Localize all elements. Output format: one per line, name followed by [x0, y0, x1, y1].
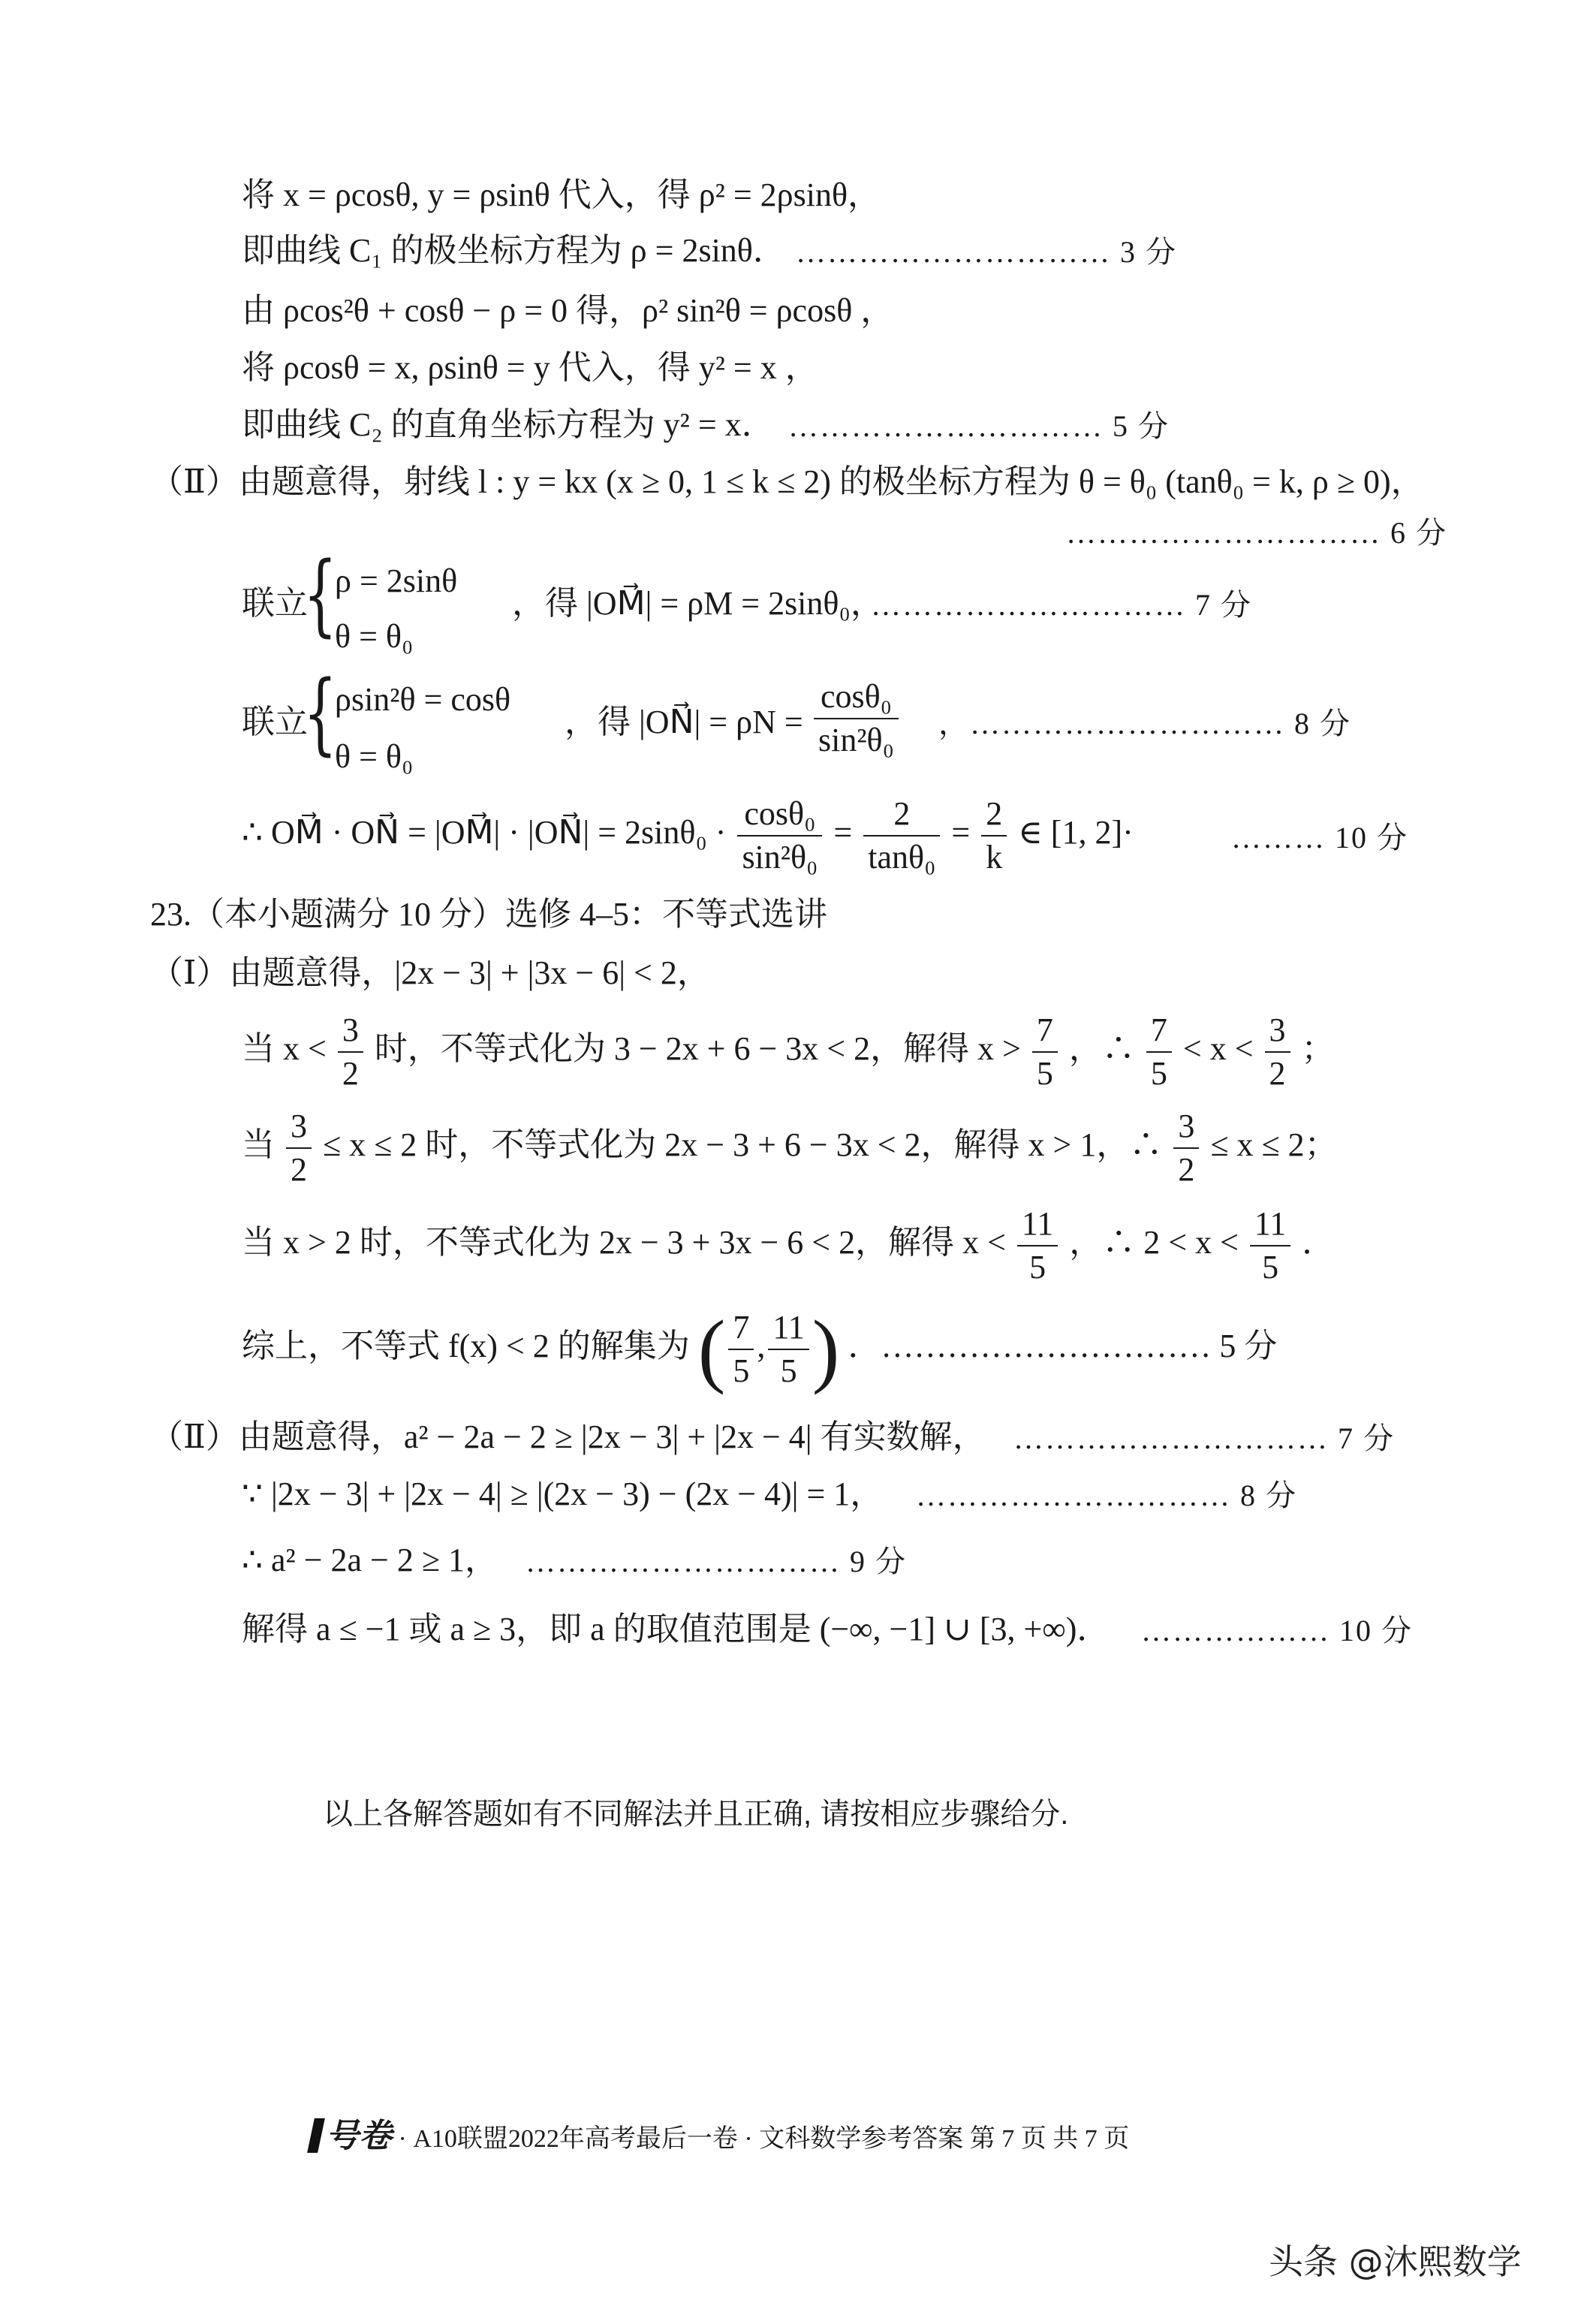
line-c2-cartesian: 即曲线 C₂ 的直角坐标方程为 y² = x．: [242, 406, 775, 443]
case-2-text-a: 当: [242, 1126, 275, 1164]
paren-right: ): [812, 1304, 840, 1395]
case-2-line: [242, 1110, 1338, 1186]
score-5: ………………………… 5 分: [788, 409, 1170, 443]
summary-line: 综上，不等式 f(x) < 2 的解集为 ( $\frac{7}{5}$ , $\frac{11}{5}$ ) ．………………………… 5 分: [242, 1304, 1278, 1395]
paren-left: (: [697, 1304, 726, 1395]
frac-denominator: 5: [1029, 1249, 1046, 1286]
line-substitute-polar: 将 x = ρcosθ, y = ρsinθ 代入，得 ρ² = 2ρsinθ，: [242, 176, 881, 213]
frac-denominator: 2: [342, 1055, 359, 1092]
score-7: ………………………… 7 分: [871, 588, 1252, 622]
system2-eq2: θ = θ₀: [335, 738, 414, 775]
frac-numerator: 3: [1173, 1110, 1199, 1149]
frac-numerator: 11: [1250, 1207, 1290, 1246]
case-1-line: [242, 1011, 1335, 1092]
line-ray-polar: （Ⅱ）由题意得，射线 l : y = kx (x ≥ 0, 1 ≤ k ≤ 2) 的极坐标方程为 θ = θ₀ (tanθ₀ = k, ρ ≥ 0)，: [150, 463, 1424, 500]
case-1-text-e: < x <: [1182, 1030, 1254, 1068]
system1-eq2: θ = θ₀: [335, 618, 414, 655]
a-inequality-line: ∴ a² − 2a − 2 ≥ 1，: [242, 1542, 498, 1578]
line-c1-polar: 即曲线 C₁ 的极坐标方程为 ρ = 2sinθ．: [242, 232, 786, 269]
dot-range: ∈ [1, 2]·: [1018, 814, 1134, 852]
frac-numerator: cosθ₀: [814, 680, 899, 719]
frac-denominator: sin²θ₀: [818, 722, 894, 758]
frac-numerator: 3: [286, 1110, 312, 1149]
system1-eq1: ρ = 2sinθ: [335, 562, 458, 599]
watermark: 头条 @沐熙数学: [1269, 2241, 1522, 2282]
frac-denominator: sin²θ₀: [742, 839, 818, 876]
case-1-text-a: 当 x <: [242, 1030, 327, 1068]
dot-equals-1: =: [833, 814, 853, 852]
system2-fraction: [811, 680, 902, 757]
frac-denominator: 2: [1269, 1055, 1286, 1092]
frac-denominator: 5: [1036, 1055, 1053, 1092]
frac-numerator: 3: [1265, 1014, 1290, 1053]
line-dot-product: [242, 797, 1134, 874]
dot-part-a: ∴ OM⃗ · ON⃗ = |OM⃗| · |ON⃗| = 2sinθ₀ ·: [242, 814, 727, 852]
system1-result: ，得 |OM⃗| = ρM = 2sinθ₀，: [512, 585, 884, 622]
score-3: ………………………… 3 分: [796, 235, 1177, 269]
system1-brace: {: [303, 542, 338, 646]
page-footer: [311, 2109, 1129, 2157]
frac-numerator: 7: [1032, 1014, 1058, 1053]
a-range-line: 解得 a ≤ −1 或 a ≥ 3，即 a 的取值范围是 (−∞, −1] ∪ [3, +∞)．: [242, 1611, 1110, 1647]
brand-logo-icon: [307, 2118, 325, 2153]
case-3-text-b: ，∴ 2 < x <: [1069, 1224, 1239, 1262]
score-8b: ………………………… 8 分: [916, 1479, 1297, 1512]
dot-equals-2: =: [951, 814, 971, 852]
frac-denominator: 5: [1150, 1055, 1167, 1092]
system2-brace: {: [303, 661, 338, 764]
frac-numerator: 11: [1017, 1207, 1058, 1246]
case-3-line: [242, 1207, 1335, 1284]
frac-denominator: tanθ₀: [868, 839, 936, 876]
frac-numerator: 7: [728, 1311, 754, 1350]
case-3-text-a: 当 x > 2 时，不等式化为 2x − 3 + 3x − 6 < 2，解得 x <: [242, 1224, 1006, 1262]
case-1-text-f: ；: [1301, 1030, 1335, 1068]
score-9: ………………………… 9 分: [525, 1545, 907, 1578]
score-8: ，………………………… 8 分: [938, 707, 1351, 740]
score-10: ……… 10 分: [1231, 821, 1408, 855]
frac-numerator: 3: [338, 1014, 363, 1053]
system2-eq1: ρsin²θ = cosθ: [335, 681, 511, 718]
frac-denominator: 5: [1262, 1249, 1279, 1286]
case-1-text-c: ，∴: [1068, 1030, 1135, 1068]
question-23-title: 23.（本小题满分 10 分）选修 4–5：不等式选讲: [150, 896, 827, 933]
frac-numerator: 2: [981, 797, 1007, 836]
case-3-text-c: ．: [1302, 1224, 1336, 1262]
score-6: ………………………… 6 分: [1066, 516, 1447, 550]
frac-numerator: 2: [863, 797, 940, 836]
case-2-text-c: ≤ x ≤ 2；: [1210, 1126, 1338, 1164]
triangle-inequality-line: ∵ |2x − 3| + |2x − 4| ≥ |(2x − 3) − (2x − 4)| = 1，: [242, 1476, 884, 1512]
line-c2-substitute: 将 ρcosθ = x, ρsinθ = y 代入，得 y² = x ，: [242, 349, 818, 386]
frac-numerator: cosθ₀: [737, 797, 822, 836]
q23-part1-intro: （Ⅰ）由题意得，|2x − 3| + |3x − 6| < 2，: [150, 954, 710, 991]
frac-denominator: k: [986, 839, 1003, 876]
score-5b: ．………………………… 5 分: [848, 1328, 1278, 1365]
system1-label: 联立: [242, 585, 308, 622]
frac-numerator: 7: [1146, 1014, 1172, 1053]
line-c2-derive: 由 ρcos²θ + cosθ − ρ = 0 得，ρ² sin²θ = ρcosθ ，: [242, 292, 894, 329]
frac-denominator: 2: [291, 1151, 307, 1188]
frac-denominator: 2: [1178, 1151, 1195, 1188]
footer-text: · A10联盟2022年高考最后一卷 · 文科数学参考答案 第 7 页 共 7 页: [398, 2125, 1130, 2153]
case-1-text-b: 时，不等式化为 3 − 2x + 6 − 3x < 2，解得 x >: [374, 1030, 1021, 1068]
score-7b: ………………………… 7 分: [1013, 1421, 1395, 1455]
case-2-text-b: ≤ x ≤ 2 时，不等式化为 2x − 3 + 6 − 3x < 2，解得 x > 1，∴: [323, 1126, 1163, 1164]
system2-label: 联立: [242, 704, 308, 740]
frac-denominator: 5: [780, 1352, 797, 1389]
summary-text: 综上，不等式 f(x) < 2 的解集为: [242, 1328, 690, 1365]
q23-part2-intro: （Ⅱ）由题意得，a² − 2a − 2 ≥ |2x − 3| + |2x − 4| 有实数解，: [150, 1418, 986, 1455]
grading-note: 以上各解答题如有不同解法并且正确, 请按相应步骤给分.: [323, 1798, 1069, 1831]
system2-result: ，得 |ON⃗| = ρN =: [565, 704, 803, 740]
score-10b: ……………… 10 分: [1141, 1614, 1413, 1647]
frac-numerator: 11: [768, 1311, 809, 1350]
brand-name: 号卷: [326, 2117, 392, 2155]
frac-denominator: 5: [733, 1352, 750, 1389]
